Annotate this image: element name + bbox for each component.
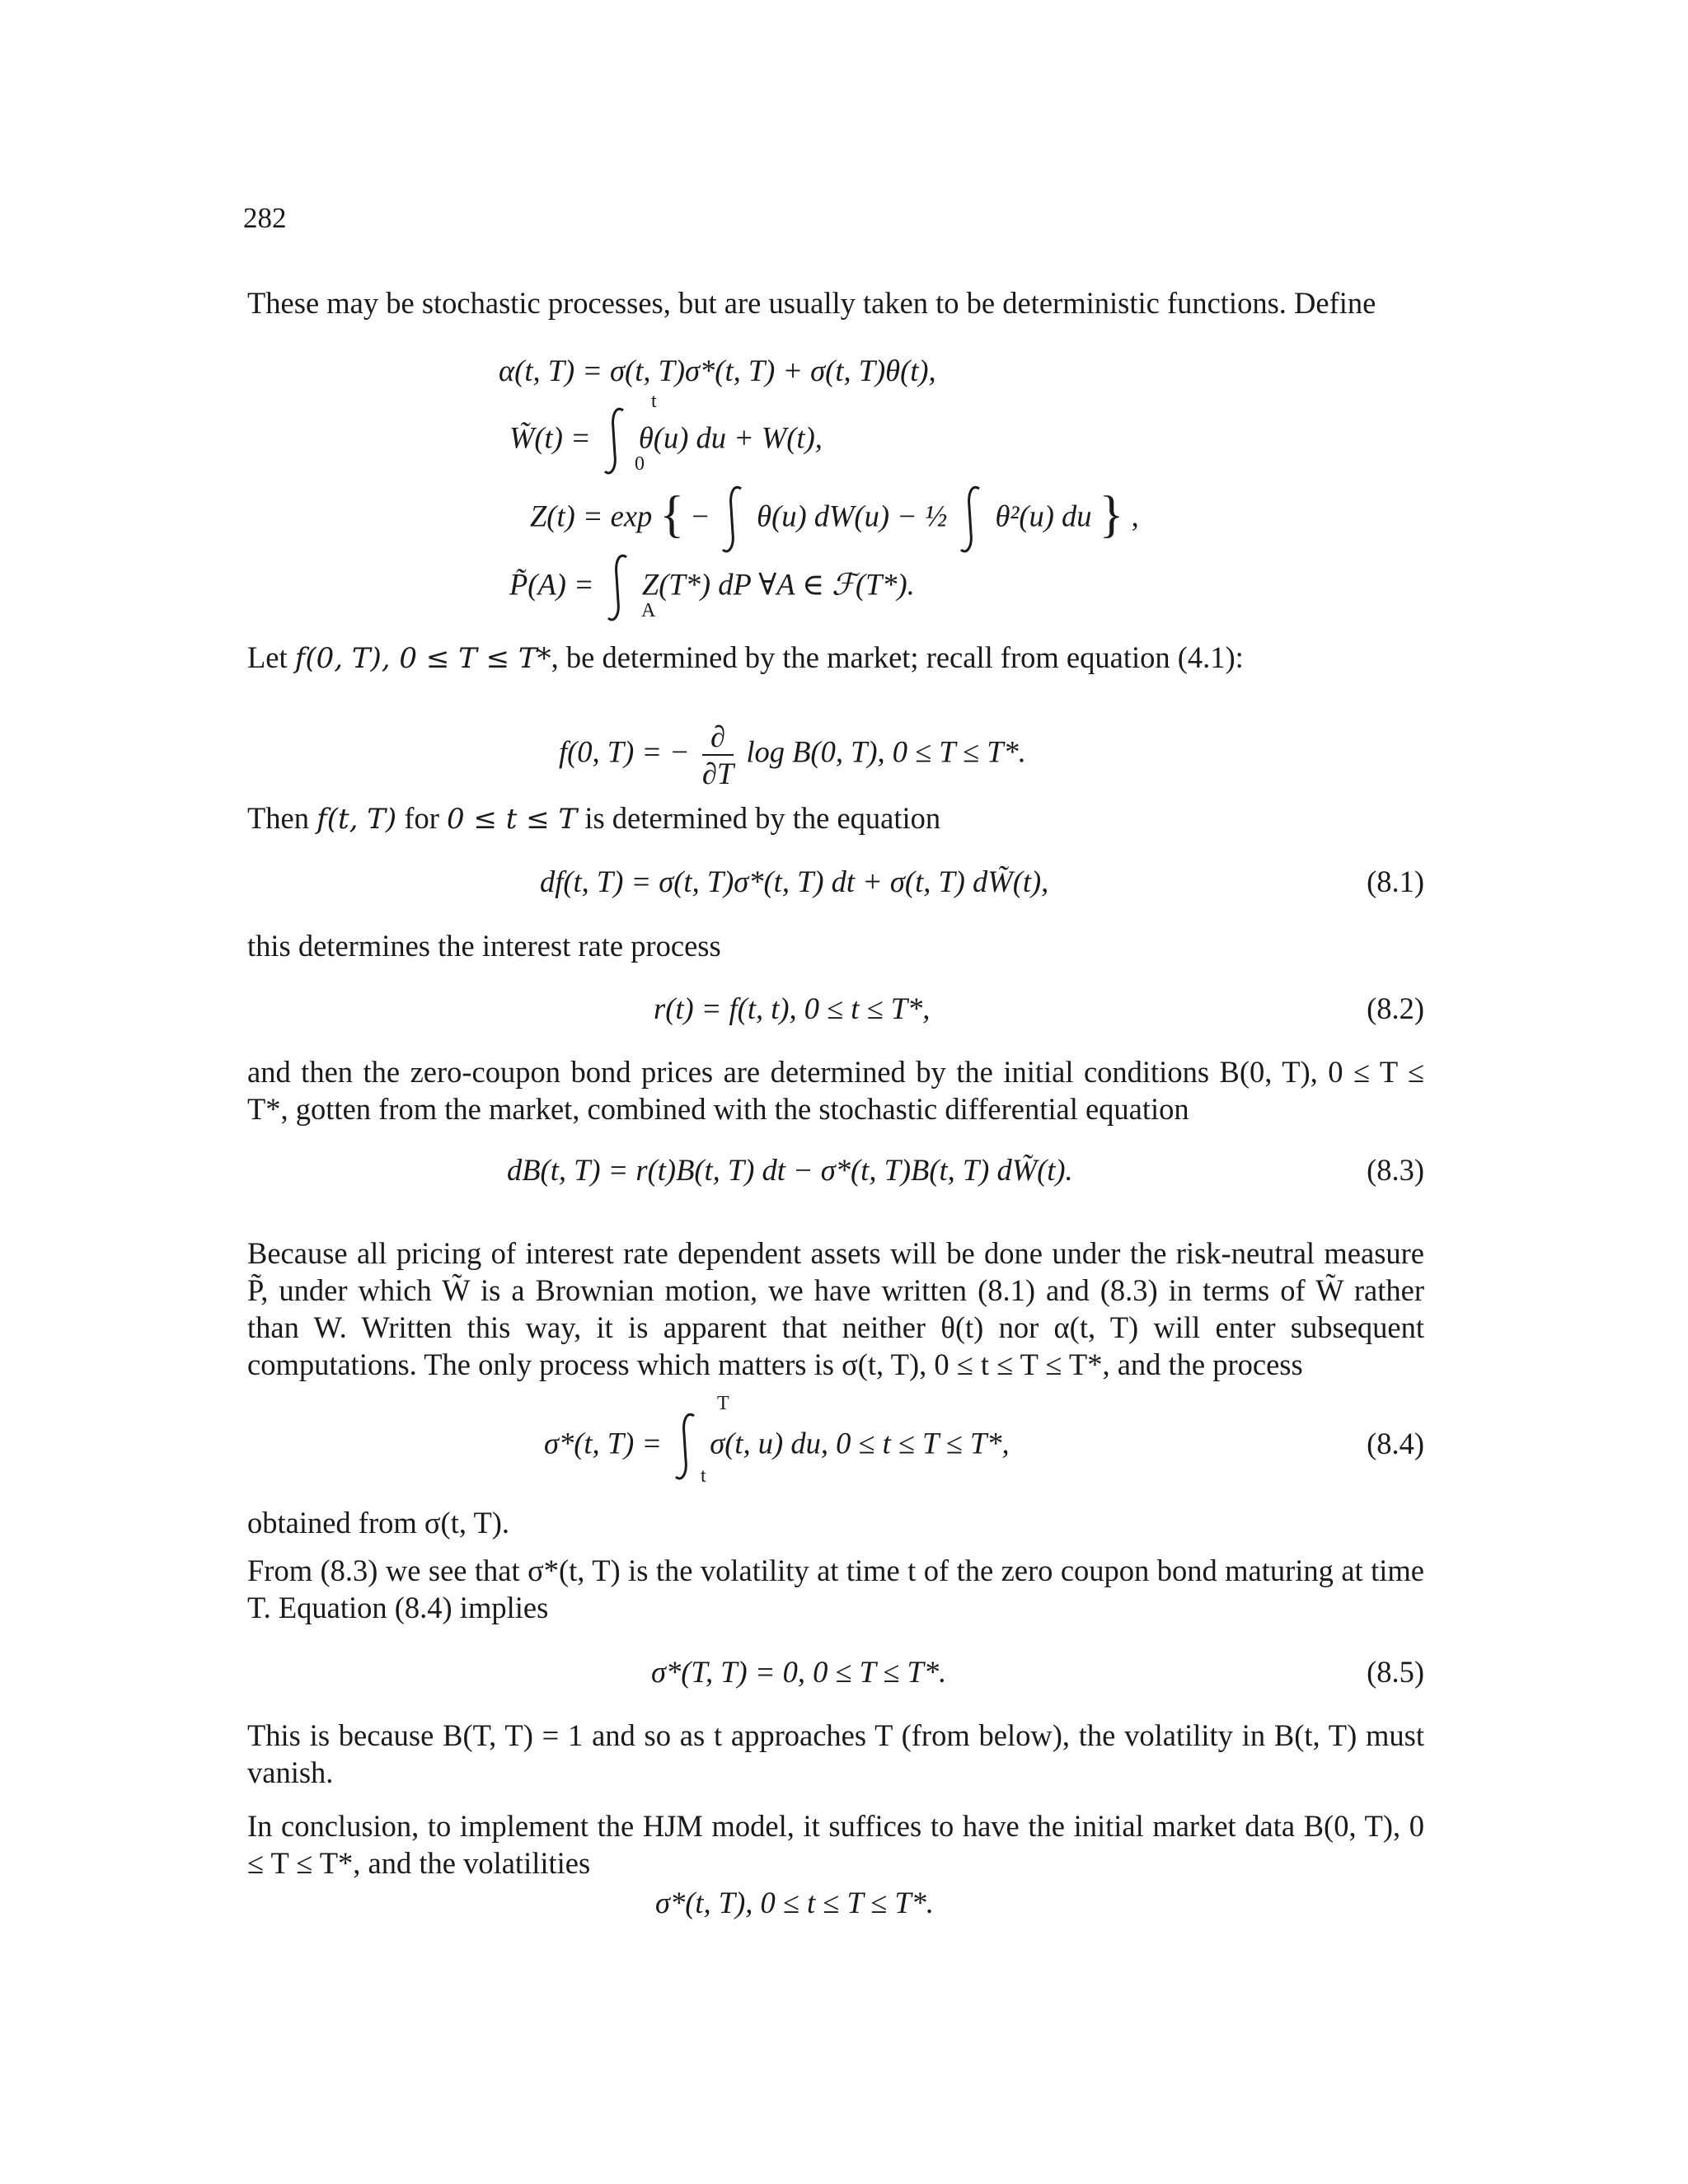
equation-alpha xyxy=(499,353,936,388)
integral-domain-label: A xyxy=(641,600,656,621)
integral-sign-icon xyxy=(598,404,631,478)
fraction-denominator: ∂T xyxy=(701,757,734,790)
integral-lower-limit: 0 xyxy=(635,453,645,475)
integral-lower-limit: t xyxy=(701,1465,706,1487)
equation-wtilde-lhs: W̃(t) = xyxy=(509,420,591,455)
equation-wtilde-rhs: θ(u) du + W(t), xyxy=(638,420,823,455)
equation-alpha-text: α(t, T) = σ(t, T)σ*(t, T) + σ(t, T)θ(t), xyxy=(499,354,936,387)
equation-8-2: r(t) = f(t, t), 0 ≤ t ≤ T*, xyxy=(654,991,931,1025)
integral-sign-icon xyxy=(954,482,987,556)
paragraph-obtained: obtained from σ(t, T). xyxy=(247,1506,510,1540)
paragraph-conclusion: In conclusion, to implement the HJM model, it suffices to have the initial market data B(0, T), 0 ≤ T ≤ T*, and the volatilities xyxy=(247,1809,1424,1880)
paragraph-let: Let f(0, T), 0 ≤ T ≤ T*, be determined by the market; recall from equation (4.1): xyxy=(247,640,1244,675)
paragraph-volatility: From (8.3) we see that σ*(t, T) is the volatility at time t of the zero coupon bond maturing at time T. Equation (8.4) implies xyxy=(247,1554,1424,1624)
equation-f0-lhs: f(0, T) = − xyxy=(559,734,690,769)
integral-sign-icon xyxy=(669,1409,702,1483)
paragraph-risk-neutral: Because all pricing of interest rate dependent assets will be done under the risk-neutral measure P̃, under which W̃ is a Brownian motion, we have written (8.1) and (8.3) in terms of W̃ rather than W. Written this way, it is apparent that neither θ(t) nor α(t, T) will enter subsequent computations. The only process which matters is σ(t, T), 0 ≤ t ≤ T ≤ T*, and the process xyxy=(247,1236,1424,1381)
equation-number-8-1: (8.1) xyxy=(1367,865,1424,898)
minus-sign: − xyxy=(692,499,709,533)
integral-sign-icon xyxy=(602,551,635,625)
equation-8-4-rhs: σ(t, u) du, 0 ≤ t ≤ T ≤ T*, xyxy=(710,1426,1010,1460)
equation-z-rhs: θ(u) dW(u) − ½ xyxy=(757,499,948,533)
equation-f0-rhs: log B(0, T), 0 ≤ T ≤ T*. xyxy=(746,734,1026,769)
paragraph-vanish: This is because B(T, T) = 1 and so as t approaches T (from below), the volatility in B(t, T) must vanish. xyxy=(247,1718,1424,1789)
equation-f0 xyxy=(559,719,1026,791)
fraction-numerator: ∂ xyxy=(702,719,734,756)
integral-upper-limit: T xyxy=(717,1393,729,1414)
equation-z: Z(t) = exp { − θ(u) dW(u) − ½ θ²(u) du } , xyxy=(530,482,1139,556)
paragraph-zero-coupon: and then the zero-coupon bond prices are determined by the initial conditions B(0, T), 0 ≤ T ≤ T*, gotten from the market, combined with the stochastic differential equation xyxy=(247,1055,1424,1126)
equation-number-8-5: (8.5) xyxy=(1367,1655,1424,1689)
equation-8-5: σ*(T, T) = 0, 0 ≤ T ≤ T*. xyxy=(651,1655,947,1689)
equation-8-4 xyxy=(544,1409,1010,1483)
equation-ptilde xyxy=(509,551,915,625)
equation-z-lhs: Z(t) = exp xyxy=(530,499,653,533)
equation-8-3: dB(t, T) = r(t)B(t, T) dt − σ*(t, T)B(t, T) dW̃(t). xyxy=(507,1153,1073,1187)
equation-ptilde-lhs: P̃(A) = xyxy=(509,567,594,602)
equation-final: σ*(t, T), 0 ≤ t ≤ T ≤ T*. xyxy=(655,1886,935,1919)
page-number: 282 xyxy=(243,202,287,234)
integral-upper-limit: t xyxy=(651,391,657,412)
equation-ptilde-rhs: Z(T*) dP ∀A ∈ ℱ(T*). xyxy=(641,567,915,602)
equation-8-1: df(t, T) = σ(t, T)σ*(t, T) dt + σ(t, T) dW̃(t), xyxy=(540,865,1049,898)
equation-8-4-lhs: σ*(t, T) = xyxy=(544,1426,663,1460)
integral-sign-icon xyxy=(716,482,749,556)
equation-z-rhs2: θ²(u) du xyxy=(995,499,1092,533)
right-brace-icon: } xyxy=(1099,486,1124,543)
equation-number-8-2: (8.2) xyxy=(1367,991,1424,1025)
equation-number-8-3: (8.3) xyxy=(1367,1153,1424,1187)
equation-wtilde xyxy=(509,404,823,478)
paragraph-interest-rate: this determines the interest rate process xyxy=(247,929,721,963)
equation-number-8-4: (8.4) xyxy=(1367,1427,1424,1460)
paragraph-then: Then f(t, T) for 0 ≤ t ≤ T is determined by the equation xyxy=(247,801,941,836)
paragraph-intro: These may be stochastic processes, but are usually taken to be deterministic functions. Define xyxy=(247,286,1376,320)
left-brace-icon: { xyxy=(659,486,685,543)
